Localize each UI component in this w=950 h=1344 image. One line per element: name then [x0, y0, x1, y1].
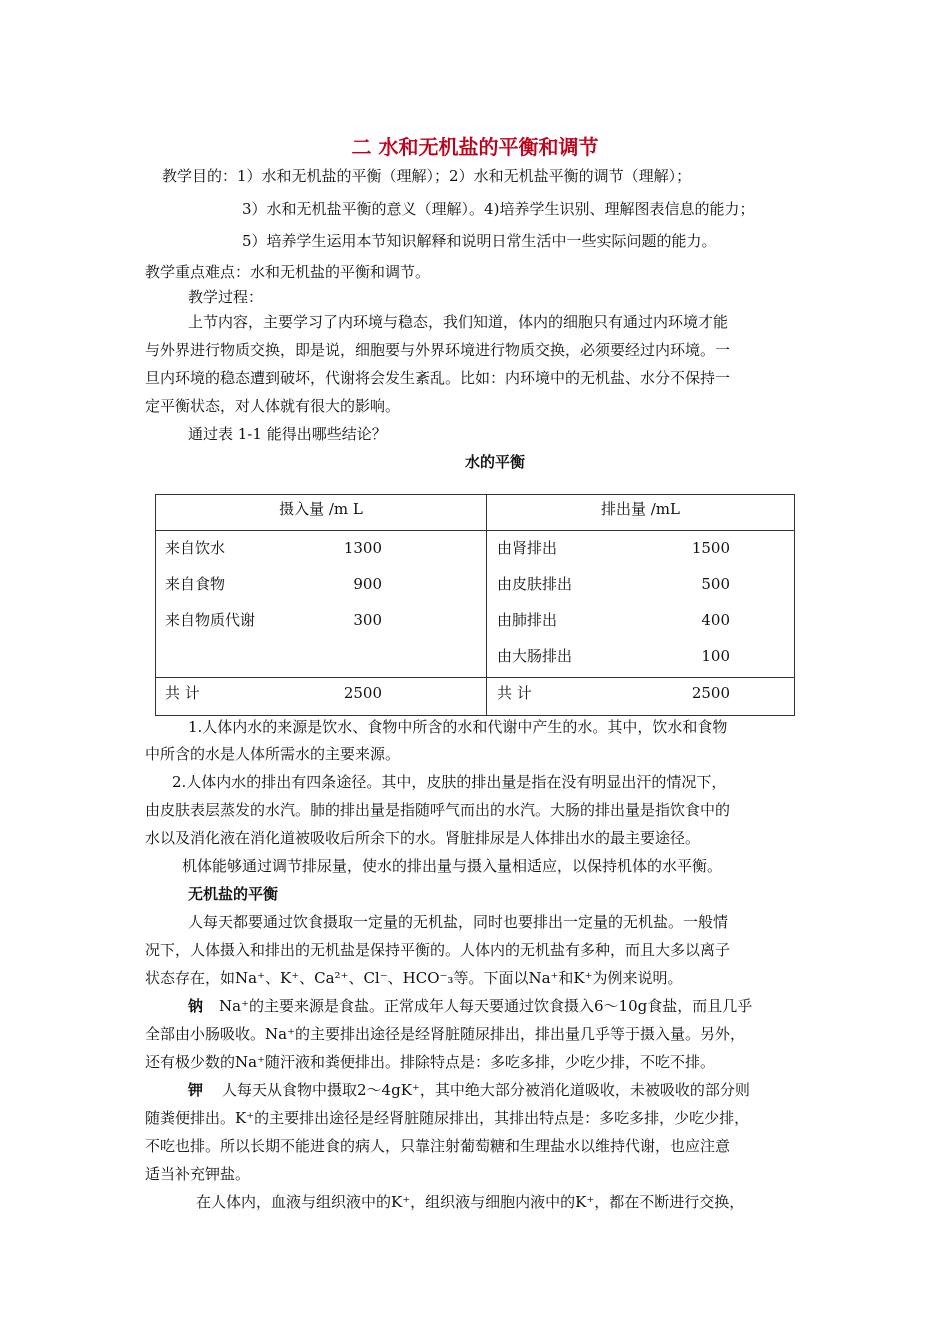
potassium-line: 不吃也排。所以长期不能进食的病人，只靠注射葡萄糖和生理盐水以维持代谢，也应注意	[145, 1137, 731, 1155]
table-caption: 水的平衡	[464, 453, 525, 471]
intake-value: 900	[353, 575, 382, 593]
conclusion-line: 由皮肤表层蒸发的水汽。肺的排出量是指随呼气而出的水汽。大肠的排出量是指饮食中的	[145, 801, 731, 819]
sodium-line: 全部由小肠吸收。Na⁺的主要排出途径是经肾脏随尿排出，排出量几乎等于摄入量。另外，	[145, 1025, 745, 1043]
objectives-line-3: 5）培养学生运用本节知识解释和说明日常生活中一些实际问题的能力。	[242, 232, 717, 250]
salt-heading: 无机盐的平衡	[188, 885, 279, 903]
intro-line: 旦内环境的稳态遭到破坏，代谢将会发生紊乱。比如：内环境中的无机盐、水分不保持一	[145, 369, 731, 387]
intake-header: 摄入量 /m L	[279, 500, 363, 518]
potassium-label: 钾	[188, 1081, 204, 1099]
potassium-line: 随粪便排出。K⁺的主要排出途径是经肾脏随尿排出，其排出特点是：多吃多排，少吃少排，	[145, 1109, 750, 1127]
potassium-line: 人每天从食物中摄取2～4gK⁺，其中绝大部分被消化道吸收，未被吸收的部分则	[222, 1081, 750, 1099]
table-rule	[156, 530, 794, 531]
table-divider	[486, 495, 487, 715]
output-value: 500	[701, 575, 730, 593]
sodium-line: 还有极少数的Na⁺随汗液和粪便排出。排除特点是：多吃多排，少吃少排，不吃不排。	[145, 1053, 715, 1071]
output-label: 由大肠排出	[497, 647, 573, 665]
table-question: 通过表 1-1 能得出哪些结论？	[188, 425, 387, 443]
output-total-value: 2500	[691, 684, 730, 702]
intro-line: 与外界进行物质交换，即是说，细胞要与外界环境进行物质交换，必须要经过内环境。一	[145, 341, 731, 359]
output-label: 由皮肤排出	[497, 575, 573, 593]
conclusion-line: 1.人体内水的来源是饮水、食物中所含的水和代谢中产生的水。其中，饮水和食物	[188, 718, 728, 736]
intake-label: 来自饮水	[165, 539, 226, 557]
salt-intro-line: 况下，人体摄入和排出的无机盐是保持平衡的。人体内的无机盐有多种，而且大多以离子	[145, 941, 731, 959]
conclusion-line: 机体能够通过调节排尿量，使水的排出量与摄入量相适应，以保持机体的水平衡。	[182, 857, 723, 875]
potassium-line: 适当补充钾盐。	[145, 1165, 251, 1183]
key-points: 教学重点难点：水和无机盐的平衡和调节。	[145, 263, 431, 281]
intro-line: 定平衡状态，对人体就有很大的影响。	[145, 397, 401, 415]
output-header: 排出量 /mL	[600, 500, 680, 518]
conclusion-line: 水以及消化液在消化道被吸收后所余下的水。肾脏排尿是人体排出水的最主要途径。	[145, 829, 701, 847]
output-total-label: 共 计	[497, 684, 532, 702]
conclusion-line: 中所含的水是人体所需水的主要来源。	[145, 745, 401, 763]
output-value: 400	[701, 611, 730, 629]
intake-label: 来自食物	[165, 575, 226, 593]
conclusion-line: 2.人体内水的排出有四条途径。其中，皮肤的排出量是指在没有明显出汗的情况下，	[172, 773, 727, 791]
objectives-line-1: 教学目的：1）水和无机盐的平衡（理解）；2）水和无机盐平衡的调节（理解）；	[162, 167, 692, 185]
objectives-line-2: 3）水和无机盐平衡的意义（理解）。4)培养学生识别、理解图表信息的能力；	[242, 200, 755, 218]
salt-intro-line: 状态存在，如Na⁺、K⁺、Ca²⁺、Cl⁻、HCO⁻₃等。下面以Na⁺和K⁺为例来说明。	[145, 969, 683, 987]
output-value: 1500	[691, 539, 730, 557]
water-balance-table	[155, 494, 795, 716]
output-label: 由肾排出	[497, 539, 558, 557]
sodium-line: Na⁺的主要来源是食盐。正常成年人每天要通过饮食摄入6～10g食盐，而且几乎	[219, 997, 753, 1015]
output-label: 由肺排出	[497, 611, 558, 629]
intake-value: 300	[353, 611, 382, 629]
sodium-label: 钠	[188, 997, 204, 1015]
intake-total-value: 2500	[343, 684, 382, 702]
intake-value: 1300	[343, 539, 382, 557]
intake-label: 来自物质代谢	[165, 611, 256, 629]
page-title: 二 水和无机盐的平衡和调节	[351, 135, 599, 159]
final-line: 在人体内，血液与组织液中的K⁺，组织液与细胞内液中的K⁺，都在不断进行交换，	[196, 1193, 745, 1211]
table-rule	[156, 677, 794, 678]
intake-total-label: 共 计	[165, 684, 200, 702]
output-value: 100	[701, 647, 730, 665]
intro-line: 上节内容，主要学习了内环境与稳态，我们知道，体内的细胞只有通过内环境才能	[188, 313, 729, 331]
process-heading: 教学过程：	[188, 288, 264, 306]
salt-intro-line: 人每天都要通过饮食摄取一定量的无机盐，同时也要排出一定量的无机盐。一般情	[188, 913, 729, 931]
